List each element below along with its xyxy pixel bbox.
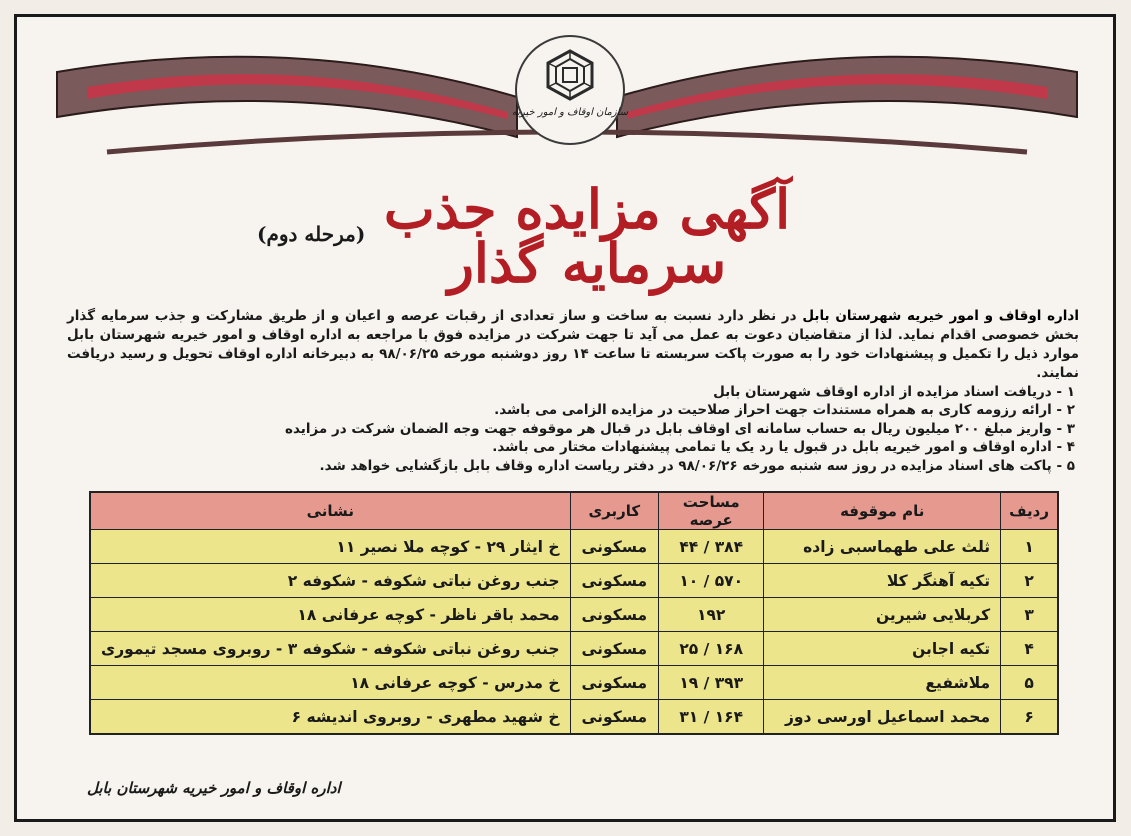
table-row: [90, 530, 1058, 564]
organization-name: اداره اوقاف و امور خیریه شهرستان بابل: [802, 308, 1079, 324]
cell-use: مسکونی: [570, 666, 659, 700]
cell-num: ۴: [1001, 632, 1058, 666]
table-row: [90, 666, 1058, 700]
cell-area: ۵۷۰ / ۱۰: [659, 564, 764, 598]
intro-paragraph: [67, 307, 1079, 383]
cell-area: ۳۸۴ / ۴۴: [659, 530, 764, 564]
cell-name: تکیه اجابن: [764, 632, 1001, 666]
banner-ribbon-left: [57, 57, 517, 137]
cell-num: ۲: [1001, 564, 1058, 598]
cell-address: خ شهید مطهری - روبروی اندیشه ۶: [90, 700, 570, 735]
cell-name: ملاشفیع: [764, 666, 1001, 700]
cell-name: محمد اسماعیل اورسی دوز: [764, 700, 1001, 735]
cell-use: مسکونی: [570, 700, 659, 735]
cell-use: مسکونی: [570, 632, 659, 666]
cell-num: ۱: [1001, 530, 1058, 564]
cell-address: جنب روغن نباتی شکوفه - شکوفه ۲: [90, 564, 570, 598]
signature: اداره اوقاف و امور خیریه شهرستان بابل: [87, 779, 341, 797]
header-num: ردیف: [1001, 492, 1058, 530]
condition-item: ۴ - اداره اوقاف و امور خیریه بابل در قبول یا رد یک یا تمامی پیشنهادات مختار می باشد.: [492, 439, 1075, 456]
conditions-list: [67, 383, 1079, 475]
organization-emblem: [511, 35, 629, 145]
cell-use: مسکونی: [570, 564, 659, 598]
cell-area: ۱۶۴ / ۳۱: [659, 700, 764, 735]
table-row: [90, 700, 1058, 735]
advertisement-page: [14, 14, 1116, 822]
cell-num: ۳: [1001, 598, 1058, 632]
condition-item: ۱ - دریافت اسناد مزایده از اداره اوقاف شهرستان بابل: [713, 384, 1075, 400]
table-row: [90, 598, 1058, 632]
header-address: نشانی: [90, 492, 570, 530]
page-title: آگهی مزایده جذب سرمایه گذار: [383, 177, 791, 295]
cell-use: مسکونی: [570, 598, 659, 632]
intro-text: در نظر دارد نسبت به ساخت و ساز تعدادی از رقبات عرصه و اعیان و از طریق مشارکت و جذب سرمایه گذار بخش خصوصی اقدام نماید. لذا از متقاضیان دعوت به عمل می آید تا جهت شرکت در مزایده فوق با مراجعه به اداره اوقاف و امور خیریه شهرستان بابل موارد ذیل را تکمیل و پیشنهادات خود را به صورت پاکت سربسته تا ساعت ۱۴ روز دوشنبه مورخه ۹۸/۰۶/۲۵ به دبیرخانه اداره اوقاف تحویل و رسید دریافت نمایند.: [67, 308, 1079, 381]
properties-table: [89, 491, 1059, 735]
header-area: مساحت عرصه: [659, 492, 764, 530]
cell-num: ۶: [1001, 700, 1058, 735]
cell-address: محمد باقر ناظر - کوچه عرفانی ۱۸: [90, 598, 570, 632]
banner-ribbon-right: [617, 57, 1077, 137]
cell-address: خ ایثار ۲۹ - کوچه ملا نصیر ۱۱: [90, 530, 570, 564]
cell-area: ۱۹۲: [659, 598, 764, 632]
cell-address: جنب روغن نباتی شکوفه - شکوفه ۳ - روبروی مسجد تیموری: [90, 632, 570, 666]
cell-address: خ مدرس - کوچه عرفانی ۱۸: [90, 666, 570, 700]
cell-num: ۵: [1001, 666, 1058, 700]
emblem-icon: [544, 49, 596, 101]
table-row: [90, 564, 1058, 598]
condition-item: ۳ - واریز مبلغ ۲۰۰ میلیون ریال به حساب سامانه ای اوقاف بابل در قبال هر موقوفه جهت وجه الضمان شرکت در مزایده: [285, 420, 1075, 437]
cell-area: ۳۹۳ / ۱۹: [659, 666, 764, 700]
condition-item: ۲ - ارائه رزومه کاری به همراه مستندات جهت احراز صلاحیت در مزایده الزامی می باشد.: [494, 402, 1075, 419]
stage-label: (مرحله دوم): [257, 222, 366, 246]
condition-item: ۵ - پاکت های اسناد مزایده در روز سه شنبه مورخه ۹۸/۰۶/۲۶ در دفتر ریاست اداره وقاف بابل بازگشایی خواهد شد.: [319, 457, 1075, 474]
table-row: [90, 632, 1058, 666]
header-use: کاربری: [570, 492, 659, 530]
cell-name: تکیه آهنگر کلا: [764, 564, 1001, 598]
table-header-row: [90, 492, 1058, 530]
cell-name: ثلث علی طهماسبی زاده: [764, 530, 1001, 564]
cell-name: کربلایی شیرین: [764, 598, 1001, 632]
cell-area: ۱۶۸ / ۲۵: [659, 632, 764, 666]
emblem-caption: سازمان اوقاف و امور خیریه: [511, 107, 629, 118]
cell-use: مسکونی: [570, 530, 659, 564]
header-name: نام موقوفه: [764, 492, 1001, 530]
